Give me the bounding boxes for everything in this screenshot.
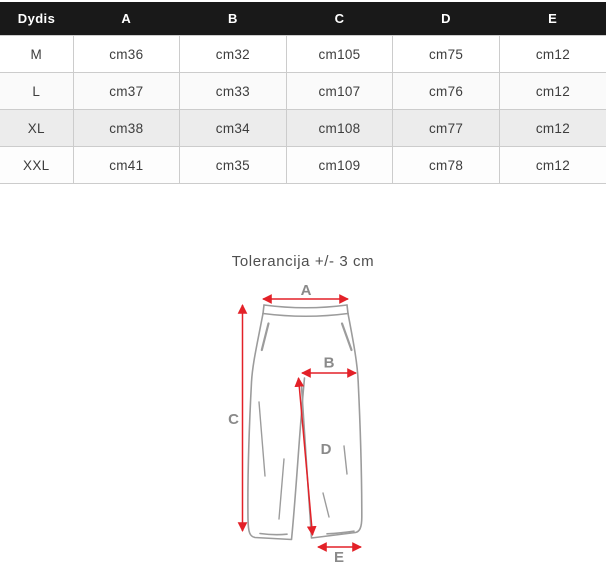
size-table <box>0 2 606 184</box>
measurement-cell: cm105 <box>286 36 393 73</box>
measure-label-e: E <box>333 549 345 566</box>
pants-outline <box>248 305 362 540</box>
measurement-labels <box>228 282 344 566</box>
table-row-m <box>0 36 606 73</box>
measurement-cell: cm12 <box>499 73 606 110</box>
tolerance-note: Tolerancija +/- 3 cm <box>231 253 375 270</box>
measurement-cell: cm75 <box>393 36 500 73</box>
header-cell-c: C <box>286 2 393 36</box>
waistband-bottom-line <box>263 314 348 317</box>
left-pocket-line <box>262 324 269 351</box>
measurement-cell: cm37 <box>73 73 180 110</box>
measurement-cell: cm107 <box>286 73 393 110</box>
size-cell: XXL <box>0 147 73 184</box>
left-hem-stitch-line <box>260 534 287 535</box>
measurement-cell: cm35 <box>180 147 287 184</box>
waistband-right-edge <box>347 305 348 314</box>
header-cell-a: A <box>73 2 180 36</box>
header-cell-b: B <box>180 2 287 36</box>
measure-label-c: C <box>228 411 239 428</box>
measurement-cell: cm77 <box>393 110 500 147</box>
measurement-cell: cm41 <box>73 147 180 184</box>
pants-measurement-diagram <box>0 275 606 570</box>
measurement-cell: cm33 <box>180 73 287 110</box>
measurement-cell: cm78 <box>393 147 500 184</box>
waistband-top-line <box>264 305 347 308</box>
header-cell-e: E <box>499 2 606 36</box>
header-cell-d: D <box>393 2 500 36</box>
left-leg-crease-line <box>279 459 284 519</box>
measurement-cell: cm12 <box>499 110 606 147</box>
left-leg-seam-line <box>259 402 265 476</box>
right-leg-outline <box>302 314 362 539</box>
measure-label-d: D <box>320 441 332 458</box>
size-cell: XL <box>0 110 73 147</box>
table-row-l <box>0 73 606 110</box>
measurement-cell: cm36 <box>73 36 180 73</box>
measurement-cell: cm32 <box>180 36 287 73</box>
measure-label-b: B <box>323 354 335 372</box>
table-row-xl <box>0 110 606 147</box>
waistband-left-edge <box>263 305 264 314</box>
size-cell: L <box>0 73 73 110</box>
measurement-cell: cm76 <box>393 73 500 110</box>
right-leg-crease-line <box>323 493 329 517</box>
measurement-cell: cm109 <box>286 147 393 184</box>
measurement-cell: cm38 <box>73 110 180 147</box>
measure-label-a: A <box>300 282 312 299</box>
header-cell-dydis: Dydis <box>0 2 73 36</box>
measurement-cell: cm34 <box>180 110 287 147</box>
measure-arrow-d <box>299 378 313 535</box>
left-leg-outline <box>248 314 305 540</box>
table-header-row <box>0 2 606 36</box>
measurement-cell: cm12 <box>499 147 606 184</box>
table-row-xxl <box>0 147 606 184</box>
right-leg-seam-line <box>344 446 347 474</box>
size-cell: M <box>0 36 73 73</box>
measurement-cell: cm12 <box>499 36 606 73</box>
measurement-cell: cm108 <box>286 110 393 147</box>
